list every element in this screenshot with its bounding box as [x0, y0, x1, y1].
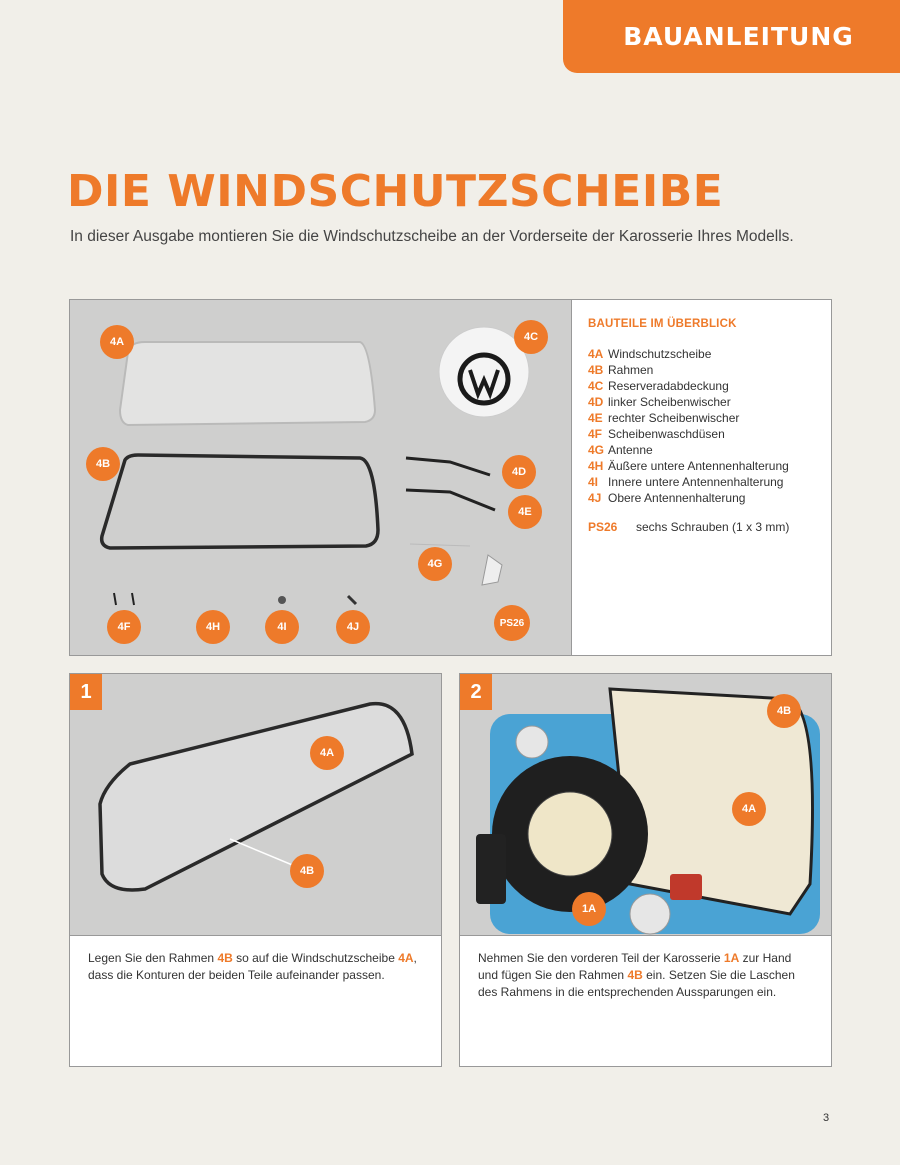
part-item: 4D linker Scheibenwischer — [588, 395, 731, 409]
part-item: 4G Antenne — [588, 443, 653, 457]
photo-badge-4c: 4C — [514, 320, 548, 354]
parts-list-heading: BAUTEILE IM ÜBERBLICK — [588, 318, 737, 330]
screws-row: PS26 sechs Schrauben (1 x 3 mm) — [588, 520, 790, 534]
photo-badge-4e: 4E — [508, 495, 542, 529]
step-1-number: 1 — [70, 674, 102, 710]
parts-list — [572, 300, 831, 655]
page-number: 3 — [823, 1112, 830, 1124]
step-1-illustration — [70, 674, 441, 936]
step-2-badge-4b: 4B — [767, 694, 801, 728]
wheel-rim-shape — [528, 792, 612, 876]
step-1-text: Legen Sie den Rahmen 4B so auf die Windschutzscheibe 4A, dass die Konturen der beiden Teile aufeinander passen. — [88, 951, 417, 982]
step-2-badge-1a: 1A — [572, 892, 606, 926]
section-tab-label: BAUANLEITUNG — [623, 22, 854, 51]
page-title: DIE WINDSCHUTZSCHEIBE — [67, 166, 724, 217]
photo-badge-4f: 4F — [107, 610, 141, 644]
right-wiper-shape — [406, 490, 495, 510]
step-2-number: 2 — [460, 674, 492, 710]
step-1-badge-4b: 4B — [290, 854, 324, 888]
photo-badge-4b: 4B — [86, 447, 120, 481]
step-2-photo — [460, 674, 831, 936]
parts-illustration — [70, 300, 572, 655]
part-item: 4A Windschutzscheibe — [588, 347, 712, 361]
parts-photo — [70, 300, 572, 655]
part-item: 4B Rahmen — [588, 363, 654, 377]
section-tab — [563, 0, 900, 73]
screws-bag-shape — [482, 555, 502, 585]
frame-on-glass-shape — [100, 704, 412, 890]
step-2-text: Nehmen Sie den vorderen Teil der Karosserie 1A zur Hand und fügen Sie den Rahmen 4B ein. Setzen Sie die Laschen des Rahmens in die entsprechenden Aussparungen ein. — [478, 951, 795, 999]
part-item: 4H Äußere untere Antennenhalterung — [588, 459, 789, 473]
step-1-badge-4a: 4A — [310, 736, 344, 770]
photo-badge-4d: 4D — [502, 455, 536, 489]
part-item: 4I Innere untere Antennenhalterung — [588, 475, 784, 489]
part-item: 4E rechter Scheibenwischer — [588, 411, 740, 425]
photo-badge-4g: 4G — [418, 547, 452, 581]
parts-overview-panel — [69, 299, 832, 656]
photo-badge-4i: 4I — [265, 610, 299, 644]
part-item: 4J Obere Antennenhalterung — [588, 491, 746, 505]
step-1-photo — [70, 674, 441, 936]
photo-badge-4j: 4J — [336, 610, 370, 644]
intro-text: In dieser Ausgabe montieren Sie die Windschutzscheibe an der Vorderseite der Karosserie Ihres Modells. — [70, 228, 794, 245]
step-2-badge-4a: 4A — [732, 792, 766, 826]
part-item: 4F Scheibenwaschdüsen — [588, 427, 725, 441]
frame-shape — [102, 455, 378, 548]
photo-badge-4a: 4A — [100, 325, 134, 359]
step-2-panel — [459, 673, 832, 1067]
photo-badge-4h: 4H — [196, 610, 230, 644]
left-wiper-shape — [406, 458, 490, 475]
part-item: 4C Reserveradabdeckung — [588, 379, 729, 393]
photo-badge-ps26: PS26 — [494, 605, 530, 641]
step-1-panel — [69, 673, 442, 1067]
windshield-glass-shape — [120, 342, 375, 425]
